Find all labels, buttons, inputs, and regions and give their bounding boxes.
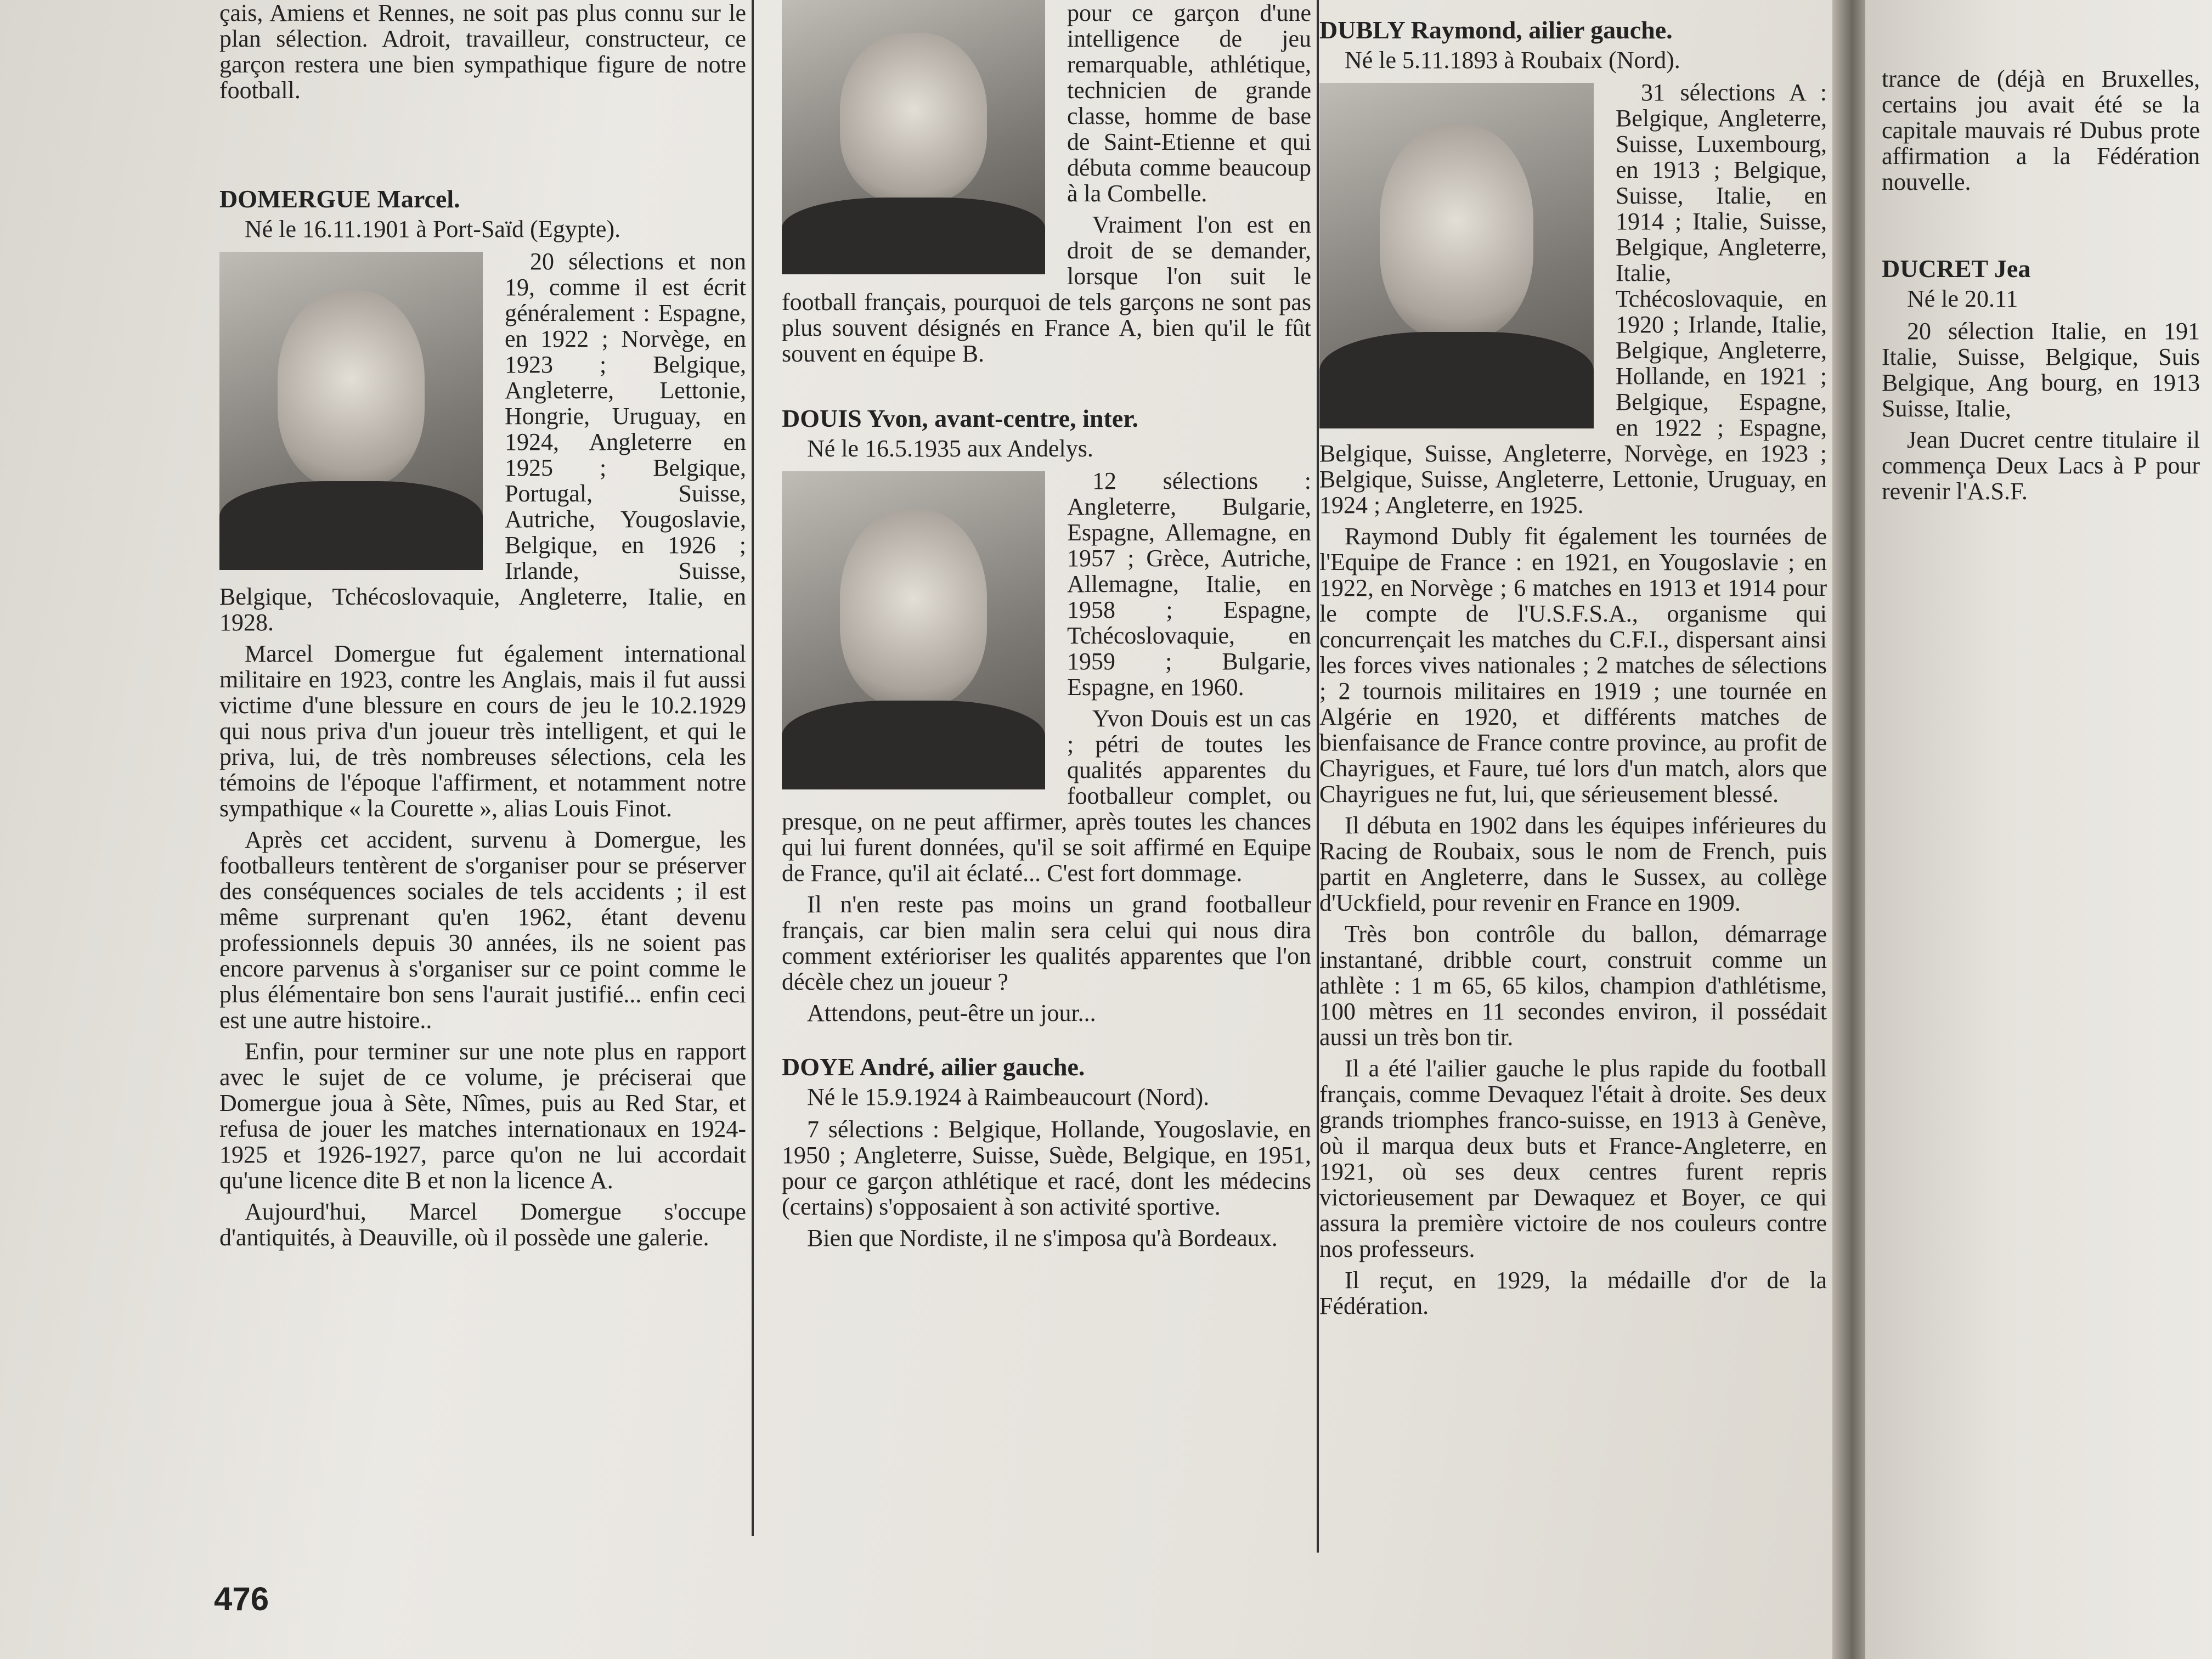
paragraph-dubly-5: Il reçut, en 1929, la médaille d'or de la Fédération. [1319, 1267, 1827, 1319]
birth-line-dubly: Né le 5.11.1893 à Roubaix (Nord). [1345, 47, 1680, 74]
selections-ducret: 20 sélection Italie, en 191 Italie, Suisse, Belgique, Suis Belgique, Ang bourg, en 1913 Suisse, Italie, [1882, 318, 2200, 422]
birth-line-doye: Né le 15.9.1924 à Raimbeaucourt (Nord). [807, 1084, 1210, 1110]
paragraph-dubly-2: Il débuta en 1902 dans les équipes inférieures du Racing de Roubaix, sous le nom de French, puis partit en Angleterre, dans le Sussex, au collège d'Uckfield, pour revenir en France en 1909. [1319, 812, 1827, 916]
paragraph-domergue-3: Enfin, pour terminer sur une note plus en rapport avec le sujet de ce volume, je préciserai que Domergue joua à Sète, Nîmes, puis au Red Star, et refusa de jouer les matches internationaux en 1924-1925 et 1926-1927, parce qu'on ne lui accordait qu'une licence dite B et non la licence A. [219, 1038, 746, 1194]
column-2 [782, 0, 1311, 1547]
entry-heading-ducret: DUCRET Jea [1882, 255, 2031, 283]
paragraph-douis-2: Il n'en reste pas moins un grand footballeur français, car bien malin sera celui qui nous dira comment extérioriser les qualités apparentes que l'on décèle chez un joueur ? [782, 891, 1311, 995]
entry-heading-douis: DOUIS Yvon, avant-centre, inter. [782, 404, 1138, 432]
portrait-photo-domergue [219, 252, 483, 570]
column-4 [1882, 0, 2200, 1613]
birth-line-ducret: Né le 20.11 [1907, 285, 2018, 312]
paragraph-domergue-1: Marcel Domergue fut également international militaire en 1923, contre les Anglais, mais il fut aussi victime d'une blessure en cours de jeu le 10.2.1929 qui nous priva d'un joueur très intelligent, et qui le priva, lui, de très nombreuses sélections, cela les témoins de l'époque l'affirment, et notamment notre sympathique « la Courette », alias Louis Finot. [219, 640, 746, 822]
paragraph-domergue-2: Après cet accident, survenu à Domergue, les footballeurs tentèrent de s'organiser pour se préserver des conséquences sociales de tels accidents ; il est même surprenant qu'en 1962, étant devenu professionnels depuis 30 années, ils ne soient pas encore parvenus à s'organiser sur ce point comme le plus élémentaire bon sens l'aurait justifié... enfin ceci est une autre histoire.. [219, 826, 746, 1034]
portrait-photo-player [782, 0, 1045, 274]
column-rule-1 [752, 0, 754, 1536]
paragraph-douis-1: Yvon Douis est un cas ; pétri de toutes les qualités apparentes du footballeur complet, ou presque, on ne peut affirmer, après toutes les chances qui lui furent données, qu'il se soit affirmé en Equipe de France, qu'il ait éclaté... C'est fort dommage. [782, 705, 1311, 887]
page-number: 476 [214, 1581, 269, 1617]
paragraph-dubly-3: Très bon contrôle du ballon, démarrage instantané, dribble court, construit comme un athlète : 1 m 65, 65 kilos, champion d'athlétisme, 100 mètres en 11 secondes environ, il possédait aussi un très bon tir. [1319, 921, 1827, 1051]
paragraph-domergue-4: Aujourd'hui, Marcel Domergue s'occupe d'antiquités, à Deauville, où il possède une galerie. [219, 1198, 746, 1251]
paragraph-dubly-1: Raymond Dubly fit également les tournées de l'Equipe de France : en 1921, en Yougoslavie ; en 1922, en Norvège ; 6 matches en 1913 et 1914 pour le compte de l'U.S.F.S.A., organisme qui concurrençait les matches du C.F.I., dispersant ainsi les forces vives nationales ; 2 matches de sélections ; 2 tournois militaires en 1919 ; une tournée en Algérie en 1920, et différents matches de bienfaisance de France contre province, au profit de Chayrigues, et Faure, tué lors d'un match, alors que Chayrigues ne fut, lui, que sérieusement blessé. [1319, 523, 1827, 808]
column-rule-2 [1317, 0, 1319, 1553]
selections-douis: 12 sélections : Angleterre, Bulgarie, Espagne, Allemagne, en 1957 ; Grèce, Autriche, Allemagne, Italie, en 1958 ; Espagne, Tchécoslovaquie, en 1959 ; Bulgarie, Espagne, en 1960. [1067, 467, 1311, 701]
portrait-photo-douis [782, 471, 1045, 789]
paragraph-doye-2: Bien que Nordiste, il ne s'imposa qu'à Bordeaux. [807, 1224, 1278, 1251]
intro-paragraph: çais, Amiens et Rennes, ne soit pas plus connu sur le plan sélection. Adroit, travailleur, constructeur, ce garçon restera une bien sympathique figure de notre football. [219, 0, 746, 104]
column-3 [1319, 0, 1827, 1564]
paragraph-dubly-4: Il a été l'ailier gauche le plus rapide du football français, comme Devaquez l'était à droite. Ses deux grands triomphes franco-suisse, en 1913 à Genève, où il marqua deux buts et France-Angleterre, en 1921, où ses deux centres furent repris victorieusement par Dewaquez et Boyer, ce qui assura la première victoire de nos couleurs contre nos professeurs. [1319, 1055, 1827, 1262]
intro-paragraph-col2-b: Vraiment l'on est en droit de se demander, lorsque l'on suit le football français, pourquoi de tels garçons ne sont pas plus souvent désignés en France A, bien qu'il le fût souvent en équipe B. [782, 211, 1311, 367]
intro-paragraph-col2: pour ce garçon d'une intelligence de jeu remarquable, athlétique, technicien de grande classe, homme de base de Saint-Etienne et qui débuta comme beaucoup à la Combelle. [1067, 0, 1311, 207]
book-gutter [1832, 0, 1865, 1659]
selections-dubly: 31 sélections A : Belgique, Angleterre, Suisse, Luxembourg, en 1913 ; Belgique, Suisse, Italie, en 1914 ; Italie, Suisse, Belgique, Angleterre, Italie, Tchécoslovaquie, en 1920 ; Irlande, Italie, Belgique, Angleterre, Hollande, en 1921 ; Belgique, Espagne, en 1922 ; Espagne, Belgique, Suisse, Angleterre, Norvège, en 1923 ; Belgique, Suisse, Angleterre, Lettonie, Uruguay, en 1924 ; Angleterre, en 1925. [1319, 79, 1827, 518]
entry-heading-dubly: DUBLY Raymond, ailier gauche. [1319, 16, 1673, 44]
selections-domergue: 20 sélections et non 19, comme il est écrit généralement : Espagne, en 1922 ; Norvège, en 1923 ; Belgique, Angleterre, Lettonie, Hongrie, Uruguay, en 1924, Angleterre en 1925 ; Belgique, Portugal, Suisse, Autriche, Yougoslavie, Belgique, en 1926 ; Irlande, Suisse, Belgique, Tchécoslovaquie, Angleterre, Italie, en 1928. [219, 248, 746, 636]
paragraph-doye-1: 7 sélections : Belgique, Hollande, Yougoslavie, en 1950 ; Angleterre, Suisse, Suède, Belgique, en 1951, pour ce garçon athlétique et racé, dont les médecins (certains) s'opposaient à son activité sportive. [782, 1116, 1311, 1220]
portrait-photo-dubly [1319, 83, 1594, 428]
column-1 [219, 0, 746, 1547]
birth-line-douis: Né le 16.5.1935 aux Andelys. [807, 435, 1093, 462]
entry-heading-doye: DOYE André, ailier gauche. [782, 1053, 1085, 1081]
paragraph-ducret-1: Jean Ducret centre titulaire il commença Deux Lacs à P pour revenir l'A.S.F. [1882, 426, 2200, 505]
paragraph-douis-3: Attendons, peut-être un jour... [807, 1000, 1096, 1026]
right-page [1865, 0, 2212, 1659]
entry-heading-domergue: DOMERGUE Marcel. [219, 185, 460, 213]
intro-paragraph-col4: trance de (déjà en Bruxelles, certains jou avait été se la capitale mauvais ré Dubus prote affirmation a la Fédération nouvelle. [1882, 65, 2200, 195]
birth-line-domergue: Né le 16.11.1901 à Port-Saïd (Egypte). [245, 216, 621, 242]
